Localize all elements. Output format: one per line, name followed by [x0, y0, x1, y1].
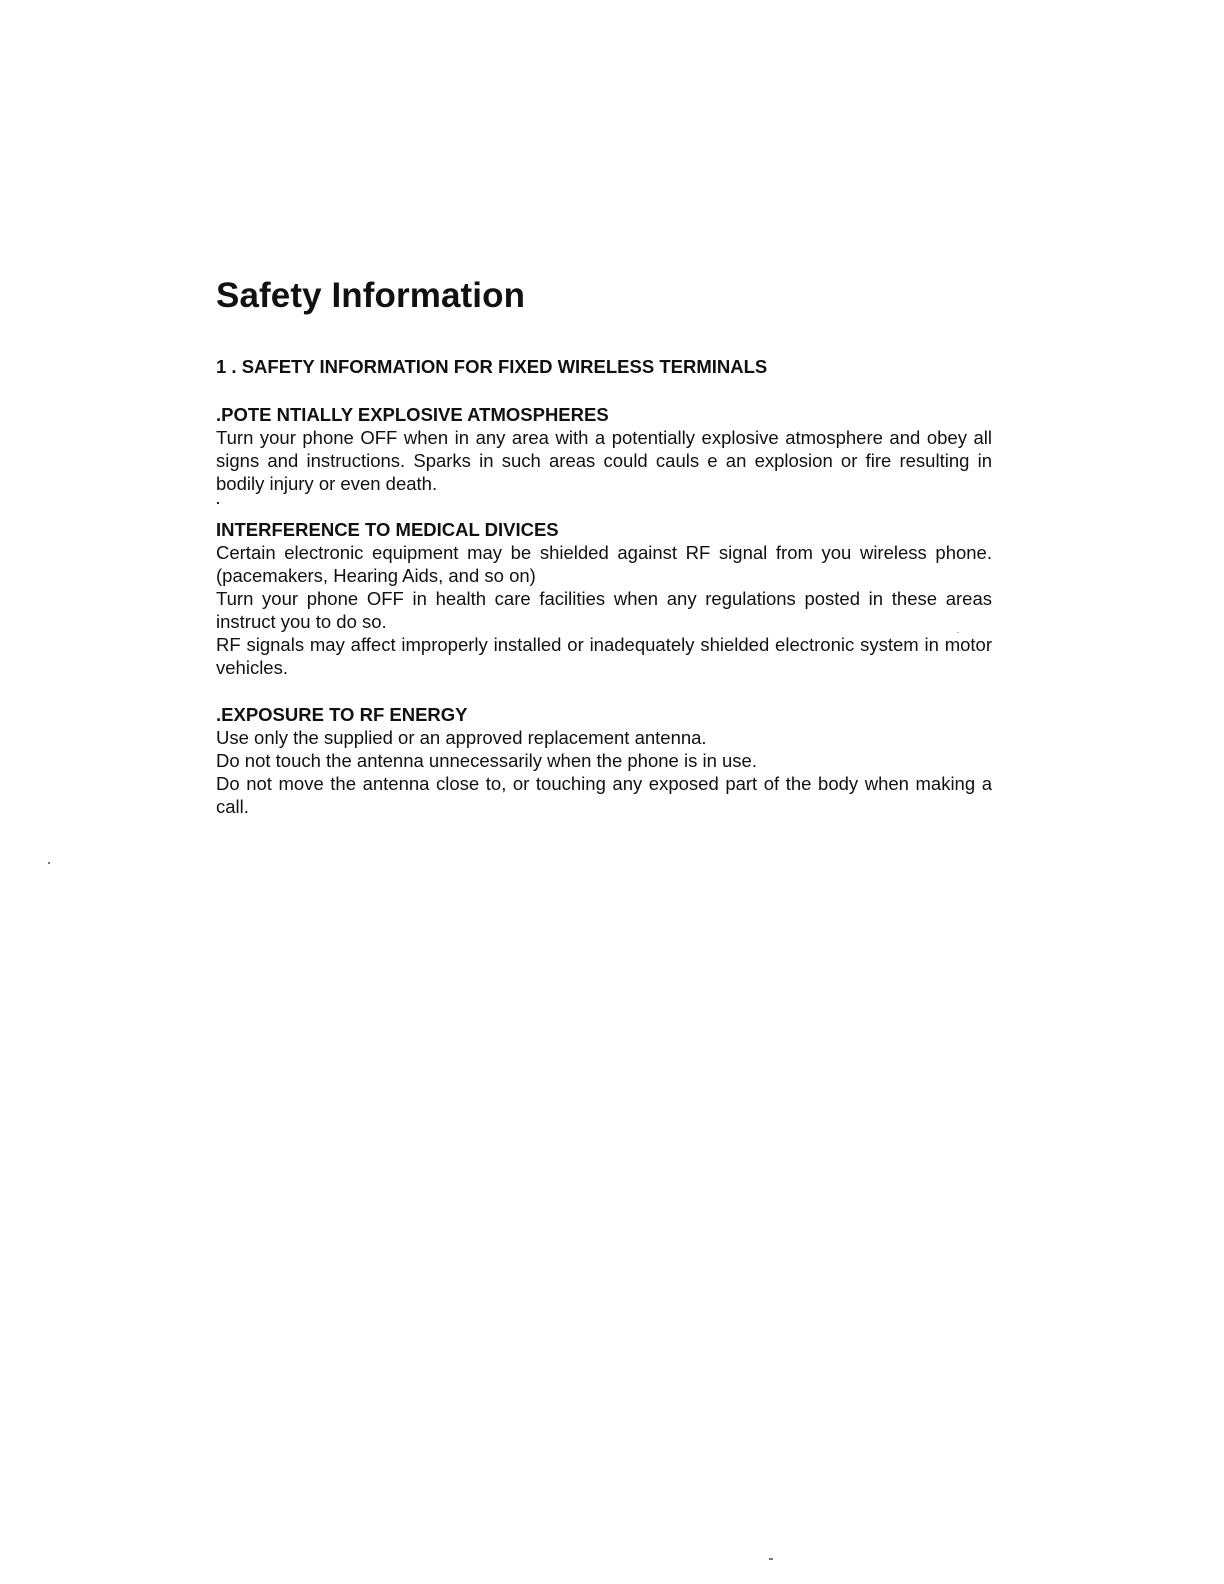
subsection-explosive-atmospheres [216, 403, 992, 495]
subsection-heading: .EXPOSURE TO RF ENERGY [216, 704, 468, 725]
stray-dot-mark [217, 502, 219, 504]
subsection-medical-devices [216, 518, 992, 679]
subsection-paragraph: Do not move the antenna close to, or touching any exposed part of the body when making a call. [216, 773, 992, 817]
section-heading: 1 . SAFETY INFORMATION FOR FIXED WIRELESS TERMINALS [216, 356, 768, 377]
subsection-paragraph: Use only the supplied or an approved replacement antenna. [216, 727, 707, 748]
page-title: Safety Information [216, 276, 526, 315]
subsection-paragraph: Turn your phone OFF in health care facilities when any regulations posted in these areas instruct you to do so. [216, 588, 992, 632]
subsection-rf-exposure [216, 703, 992, 818]
subsection-paragraph: Do not touch the antenna unnecessarily when the phone is in use. [216, 750, 757, 771]
scan-speck [957, 632, 959, 633]
subsection-paragraph: Certain electronic equipment may be shielded against RF signal from you wireless phone. (pacemakers, Hearing Aids, and so on) [216, 542, 992, 586]
subsection-heading: .POTE NTIALLY EXPLOSIVE ATMOSPHERES [216, 404, 609, 425]
subsection-paragraph: Turn your phone OFF when in any area with a potentially explosive atmosphere and obey all signs and instructions. Sparks in such areas could cauls e an explosion or fire resulting in bodily injury or even death. [216, 427, 992, 494]
subsection-heading: INTERFERENCE TO MEDICAL DIVICES [216, 519, 559, 540]
scan-speck [48, 862, 50, 864]
subsection-paragraph: RF signals may affect improperly installed or inadequately shielded electronic system in motor vehicles. [216, 634, 992, 678]
scan-speck [769, 1558, 773, 1560]
